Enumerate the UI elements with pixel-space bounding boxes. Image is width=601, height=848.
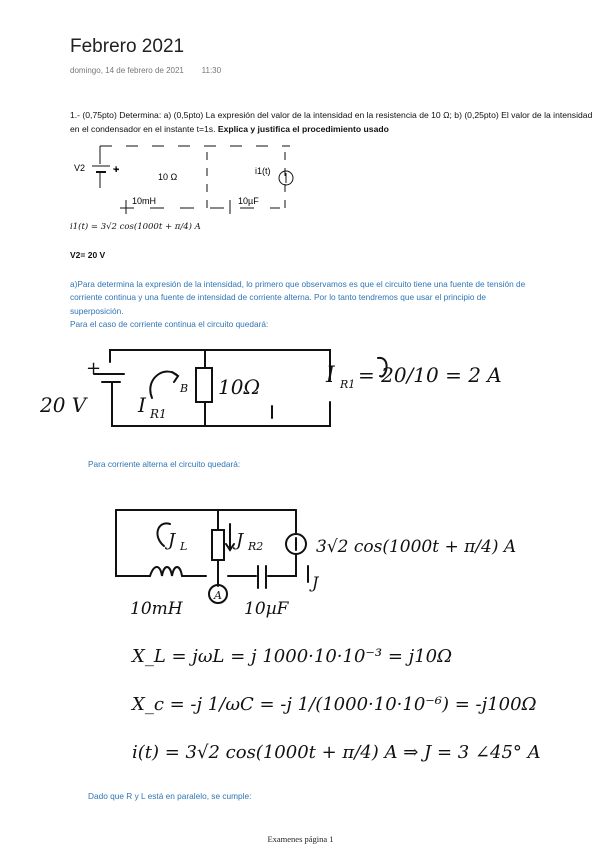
dc-current: I <box>138 393 146 417</box>
current-source-label: i1(t) <box>255 166 271 176</box>
dc-case-text: Para el caso de corriente continua el circuito quedará: <box>70 318 269 329</box>
source-label: V2 <box>74 163 86 173</box>
source-plus: + <box>114 165 120 175</box>
it-equation: i(t) = 3√2 cos(1000t + π/4) A ⇒ J = 3 ∠45° A <box>132 742 541 763</box>
parallel-note: Dado que R y L está en paralelo, se cumple: <box>88 791 252 801</box>
dc-current-sub: R1 <box>150 407 167 421</box>
question-body: 1.- (0,75pto) Determina: a) (0,5pto) La expresión del valor de la intensidad en la resistencia de 10 Ω; b) (0,25pto) El valor de la intensidad en el condensador en el instante t=1s. <box>70 110 593 134</box>
dc-voltage: 20 V <box>40 393 87 417</box>
circuit-diagram <box>70 142 310 220</box>
inductor-label: 10mH <box>132 196 157 206</box>
ac-loop-sub: L <box>180 540 188 553</box>
ac-r-sub: R2 <box>248 540 264 553</box>
dc-circuit-sketch <box>40 340 502 430</box>
page-title: Febrero 2021 <box>70 36 185 57</box>
source-formula: i1(t) = 3√2 cos(1000t + π/4) A <box>70 222 201 232</box>
answer-a <box>70 278 540 331</box>
ac-node: A <box>214 589 222 602</box>
ac-capacitor: 10µF <box>244 599 289 619</box>
dc-equation: = 20/10 = 2 A <box>358 363 502 387</box>
question-text <box>70 108 595 136</box>
question-emphasis: Explica y justifica el procedimiento usado <box>217 124 389 134</box>
dc-plus: + <box>86 358 102 379</box>
dc-eq-sub: R1 <box>340 378 356 391</box>
resistor-label: 10 Ω <box>158 172 178 182</box>
capacitor-label: 10µF <box>238 196 259 206</box>
dc-eq-current: I <box>326 363 335 388</box>
ac-loop-current: J <box>168 530 176 551</box>
xl-equation: X_L = jωL = j 1000·10·10⁻³ = j10Ω <box>132 646 453 667</box>
time-text: 11:30 <box>201 66 222 75</box>
ac-circuit-sketch <box>80 496 580 776</box>
ac-r-current: J <box>236 530 244 551</box>
v2-value: V2= 20 V <box>70 250 106 260</box>
ac-inductor: 10mH <box>130 599 183 619</box>
ac-source-current: J <box>312 573 319 592</box>
ac-source-expr: 3√2 cos(1000t + π/4) A <box>316 537 517 557</box>
page-date <box>70 66 221 75</box>
answer-a-text: Para determina la expresión de la intensidad, lo primero que observamos es que el circuito tiene una fuente de tensión de corriente continua y una fuente de intensidad de corriente alterna. Por lo tanto tendremos que usar el principio de superposición. <box>70 279 526 316</box>
ac-case-text: Para corriente alterna el circuito quedará: <box>88 459 241 469</box>
dc-node: B <box>180 382 189 395</box>
answer-a-prefix: a) <box>70 279 78 289</box>
xc-equation: X_c = -j 1/ωC = -j 1/(1000·10·10⁻⁶) = -j100Ω <box>132 694 537 715</box>
dc-resistor: 10Ω <box>218 375 261 399</box>
date-text: domingo, 14 de febrero de 2021 <box>70 66 184 75</box>
page-footer: Examenes página 1 <box>267 834 334 844</box>
